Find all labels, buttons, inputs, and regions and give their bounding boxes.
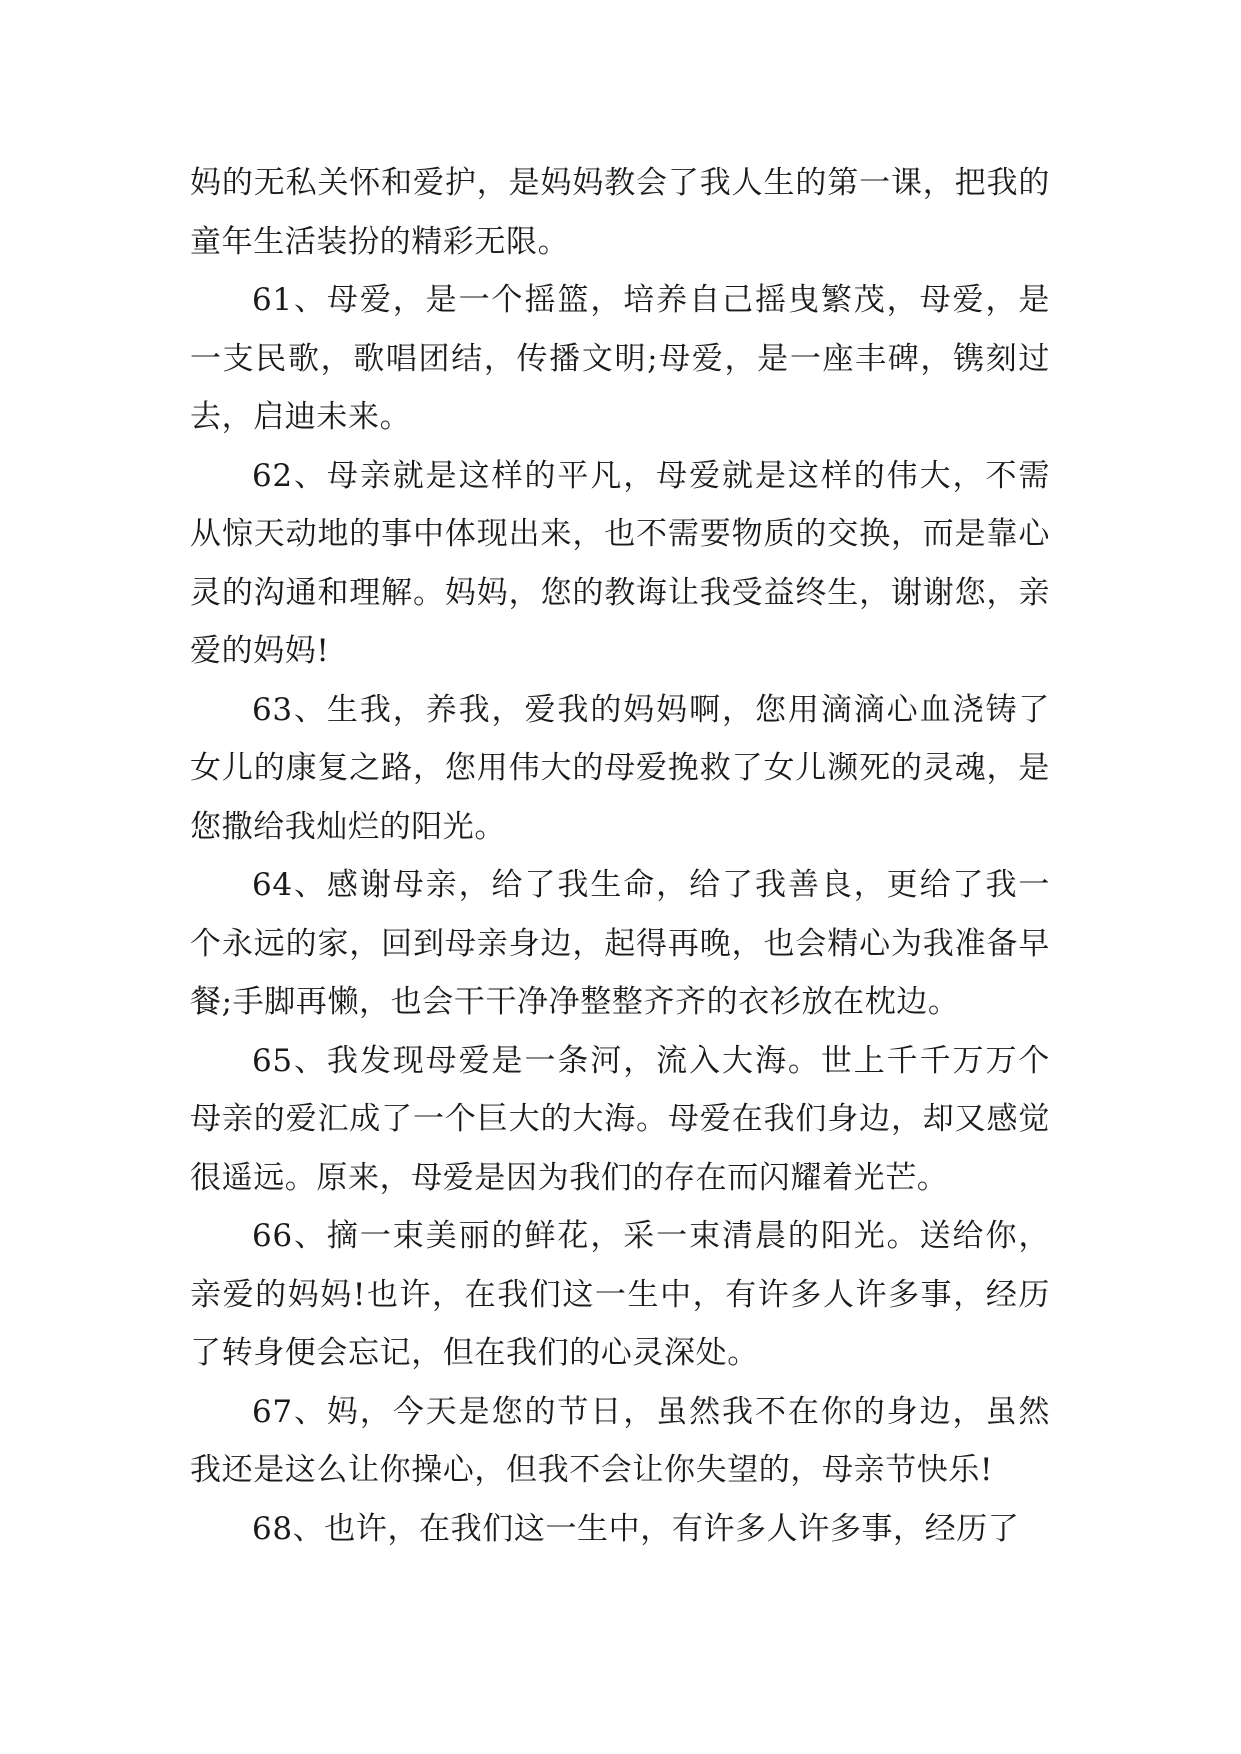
paragraph-61: 61、母爱，是一个摇篮，培养自己摇曳繁茂，母爱，是一支民歌，歌唱团结，传播文明;母爱，是一座丰碑，镌刻过去，启迪未来。 [190,282,1050,435]
paragraph-63: 63、生我，养我，爱我的妈妈啊，您用滴滴心血浇铸了女儿的康复之路，您用伟大的母爱挽救了女儿濒死的灵魂，是您撒给我灿烂的阳光。 [190,691,1050,845]
paragraph-64: 64、感谢母亲，给了我生命，给了我善良，更给了我一个永远的家，回到母亲身边，起得再晚，也会精心为我准备早餐;手脚再懒，也会干干净净整整齐齐的衣衫放在枕边。 [190,867,1050,1020]
paragraph-67: 67、妈，今天是您的节日，虽然我不在你的身边，虽然我还是这么让你操心，但我不会让你失望的，母亲节快乐! [190,1393,1050,1488]
document-body [190,154,1050,1558]
paragraph-continuation: 妈的无私关怀和爱护，是妈妈教会了我人生的第一课，把我的童年生活装扮的精彩无限。 [190,165,1050,260]
paragraph-62: 62、母亲就是这样的平凡，母爱就是这样的伟大，不需从惊天动地的事中体现出来，也不需要物质的交换，而是靠心灵的沟通和理解。妈妈，您的教诲让我受益终生，谢谢您，亲爱的妈妈! [190,457,1050,669]
paragraph-66: 66、摘一束美丽的鲜花，采一束清晨的阳光。送给你，亲爱的妈妈!也许，在我们这一生中，有许多人许多事，经历了转身便会忘记，但在我们的心灵深处。 [190,1218,1050,1371]
paragraph-65: 65、我发现母爱是一条河，流入大海。世上千千万万个母亲的爱汇成了一个巨大的大海。母爱在我们身边，却又感觉很遥远。原来，母爱是因为我们的存在而闪耀着光芒。 [190,1042,1050,1196]
paragraph-68: 68、也许，在我们这一生中，有许多人许多事，经历了 [252,1510,1020,1547]
